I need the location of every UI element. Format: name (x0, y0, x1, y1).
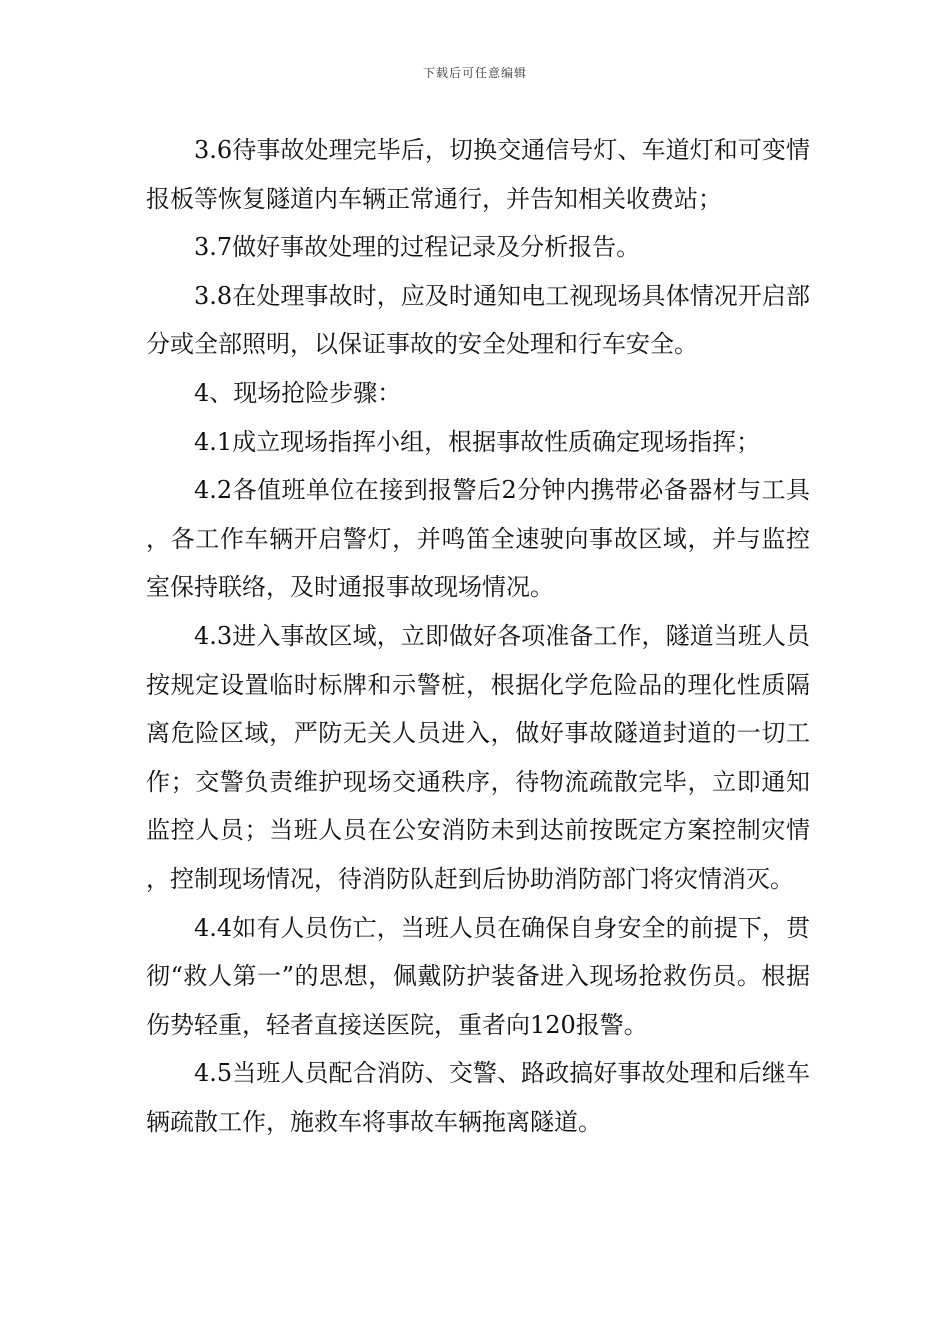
paragraph-3-6: 3.6待事故处理完毕后，切换交通信号灯、车道灯和可变情报板等恢复隧道内车辆正常通行，并告知相关收费站； (146, 136, 810, 213)
paragraph-3-8: 3.8在处理事故时，应及时通知电工视现场具体情况开启部分或全部照明，以保证事故的安全处理和行车安全。 (146, 281, 810, 359)
document-body (146, 126, 810, 1146)
paragraph-4-5: 4.5当班人员配合消防、交警、路政搞好事故处理和后继车辆疏散工作，施救车将事故车辆拖离隧道。 (146, 1059, 810, 1136)
paragraph-4-1: 4.1成立现场指挥小组，根据事故性质确定现场指挥； (194, 427, 761, 456)
paragraph-3-7: 3.7做好事故处理的过程记录及分析报告。 (194, 233, 641, 262)
page-header: 下载后可任意编辑 (422, 66, 527, 80)
paragraph-4-2: 4.2各值班单位在接到报警后2分钟内携带必备器材与工具，各工作车辆开启警灯，并鸣笛全速驶向事故区域，并与监控室保持联络，及时通报事故现场情况。 (146, 476, 810, 602)
paragraph-4-3: 4.3进入事故区域，立即做好各项准备工作，隧道当班人员按规定设置临时标牌和示警桩，根据化学危险品的理化性质隔离危险区域，严防无关人员进入，做好事故隧道封道的一切工作；交警负责维护现场交通秩序，待物流疏散完毕，立即通知监控人员；当班人员在公安消防未到达前按既定方案控制灾情，控制现场情况，待消防队赶到后协助消防部门将灾情消灭。 (146, 621, 810, 893)
paragraph-4-4: 4.4如有人员伤亡，当班人员在确保自身安全的前提下，贯彻“救人第一”的思想，佩戴防护装备进入现场抢救伤员。根据伤势轻重，轻者直接送医院，重者向120报警。 (146, 913, 810, 1039)
section-heading-4: 4、现场抢险步骤： (194, 378, 402, 407)
